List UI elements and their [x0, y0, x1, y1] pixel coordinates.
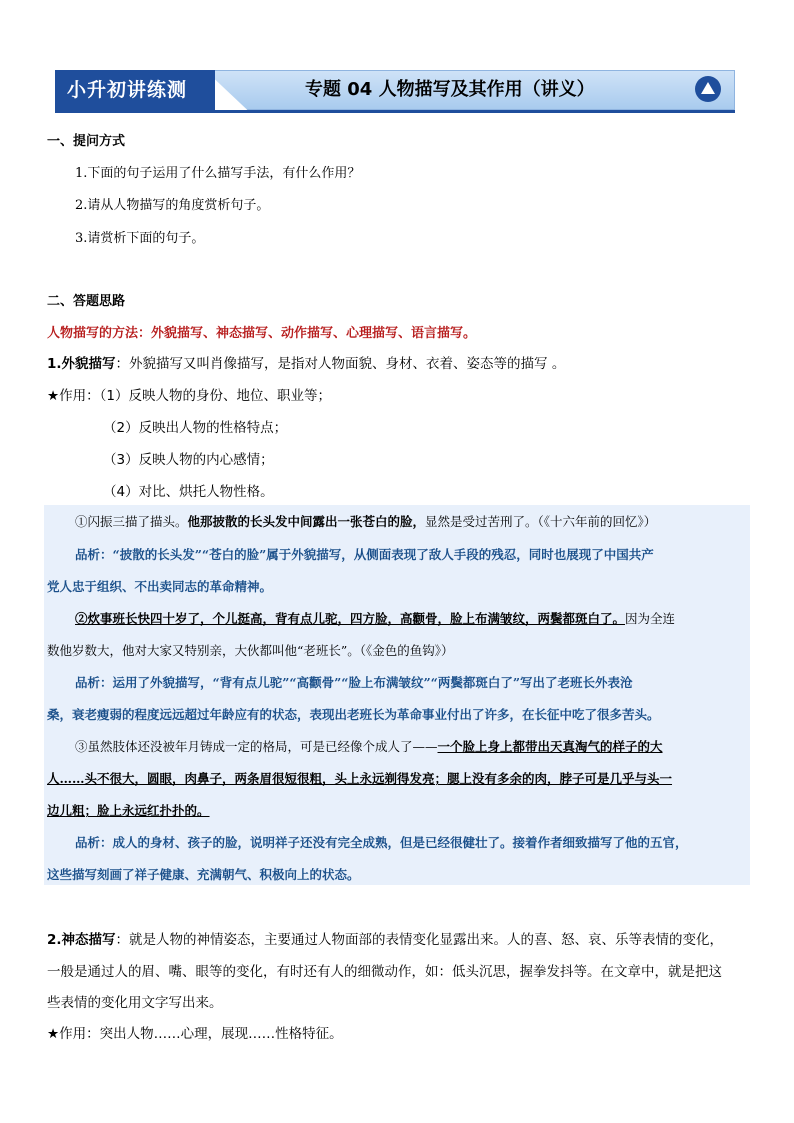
example-2-line2: 数他岁数大，他对大家又特别亲，大伙都叫他“老班长”。（《金色的鱼钩》）: [47, 643, 454, 658]
effect-item-2: （2）反映出人物的性格特点；: [103, 420, 288, 436]
example-1-quote: 他那披散的长头发中间露出一张苍白的脸，: [187, 514, 426, 529]
section1-title: 一、提问方式: [47, 134, 126, 149]
effect-label: ★作用：: [47, 388, 100, 404]
section2-title: 二、答题思路: [47, 294, 126, 309]
expression-line-1: [47, 928, 723, 948]
effect-item-3: （3）反映人物的内心感情；: [103, 452, 274, 468]
expression-line-3: 些表情的变化用文字写出来。: [47, 995, 223, 1011]
question-item-3: 3.请赏析下面的句子。: [75, 231, 205, 246]
example-2-analysis-1: 品析：运用了外貌描写，“背有点儿驼”“高颧骨”“脸上布满皱纹”“两鬓都斑白了”写出了老班长外表沧: [75, 675, 633, 690]
example-3-quote1: 一个脸上身上都带出天真淘气的样子的大: [437, 739, 663, 754]
expression-effect: ★作用：突出人物……心理，展现……性格特征。: [47, 1026, 343, 1042]
question-item-2: 2.请从人物描写的角度赏析句子。: [75, 198, 270, 213]
example-2-post: 因为全连: [625, 611, 676, 626]
example-3-quote2: 人……头不很大，圆眼，肉鼻子，两条眉很短很粗，头上永远剃得发亮；腮上没有多余的肉，脖子可是几乎与头一: [47, 771, 673, 786]
triangle-logo-icon: [695, 76, 721, 102]
appearance-definition-text: ：外貌描写又叫肖像描写，是指对人物面貌、身材、衣着、姿态等的描写 。: [115, 356, 566, 372]
series-label: 小升初讲练测: [55, 70, 215, 110]
appearance-effect-1: [47, 384, 331, 404]
appearance-definition: [47, 352, 565, 372]
appearance-label: 1.外貌描写: [47, 356, 116, 372]
expression-text-1: ：就是人物的神情姿态，主要通过人物面部的表情变化显露出来。人的喜、怒、哀、乐等表情的变化，: [115, 932, 724, 948]
expression-line-2: 一般是通过人的眉、嘴、眼等的变化，有时还有人的细微动作，如：低头沉思，握拳发抖等。在文章中，就是把这: [47, 964, 722, 980]
example-3-text: [75, 737, 663, 755]
example-2-text: [75, 609, 675, 627]
example-3-quote3: 边儿粗；脸上永远红扑扑的。: [47, 803, 210, 818]
example-2-quote: ②炊事班长快四十岁了，个儿挺高，背有点儿驼，四方脸，高颧骨，脸上布满皱纹，两鬓都斑白了。: [75, 611, 626, 626]
page-title: 专题 04 人物描写及其作用（讲义）: [305, 79, 595, 100]
example-1-pre: ①闪振三描了描头。: [75, 514, 188, 529]
example-3-analysis-1: 品析：成人的身材、孩子的脸，说明祥子还没有完全成熟，但是已经很健壮了。接着作者细致描写了他的五官，: [75, 835, 688, 850]
header-divider: [55, 110, 735, 113]
methods-line: 人物描写的方法：外貌描写、神态描写、动作描写、心理描写、语言描写。: [47, 326, 477, 341]
example-2-analysis-2: 桑，衰老瘦弱的程度远远超过年龄应有的状态，表现出老班长为革命事业付出了许多，在长征中吃了很多苦头。: [47, 707, 660, 722]
effect-item-1: （1）反映人物的身份、地位、职业等；: [99, 388, 331, 404]
example-3-pre: ③虽然肢体还没被年月铸成一定的格局，可是已经像个成人了——: [75, 739, 438, 754]
example-1-analysis-1: 品析：“披散的长头发”“苍白的脸”属于外貌描写，从侧面表现了敌人手段的残忍，同时也展现了中国共产: [75, 547, 654, 562]
example-1-text: [75, 512, 656, 530]
example-1-post: 显然是受过苦刑了。（《十六年前的回忆》）: [425, 514, 657, 529]
question-item-1: 1.下面的句子运用了什么描写手法，有什么作用？: [75, 166, 361, 181]
effect-item-4: （4）对比、烘托人物性格。: [103, 484, 274, 500]
expression-label: 2.神态描写: [47, 932, 116, 948]
header-banner: [55, 70, 735, 110]
example-1-analysis-2: 党人忠于组织、不出卖同志的革命精神。: [47, 579, 273, 594]
example-3-analysis-2: 这些描写刻画了祥子健康、充满朝气、积极向上的状态。: [47, 867, 360, 882]
